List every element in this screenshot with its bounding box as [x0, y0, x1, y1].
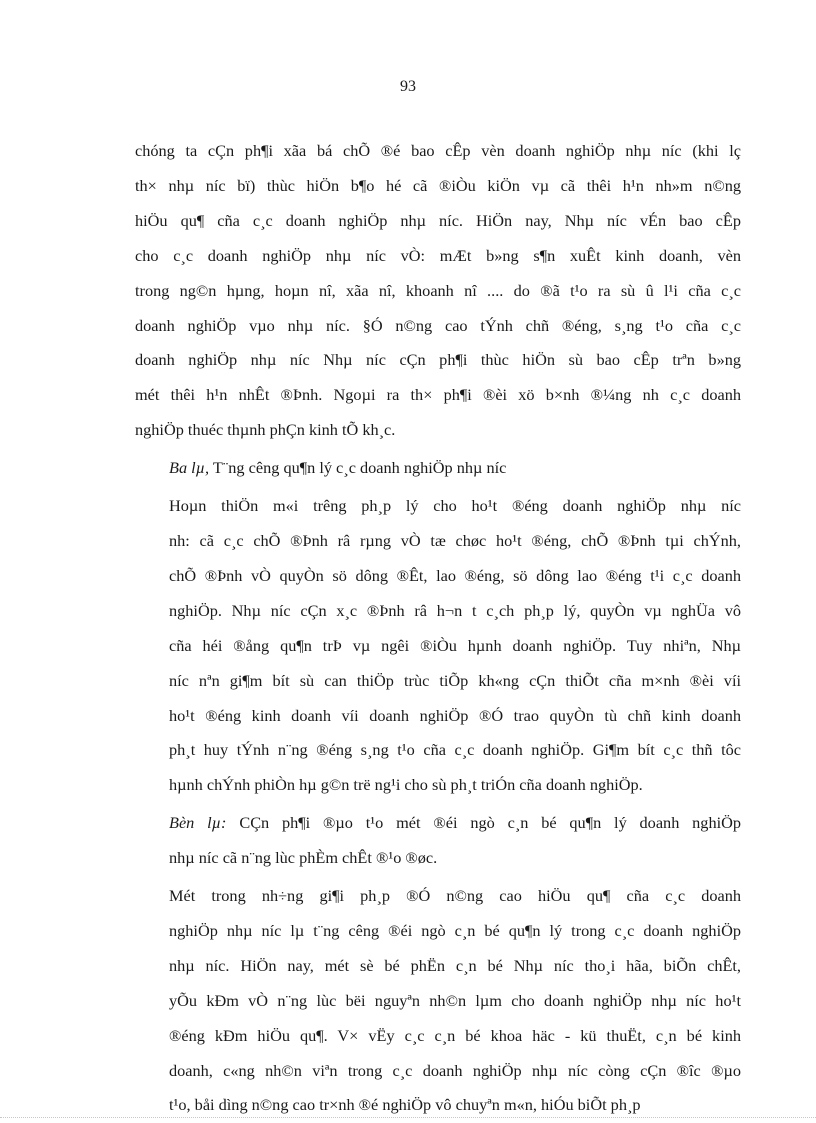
line-text: mét thêi h¹n nhÊt ®Þnh. Ngoµi ra th× ph¶i ®èi xö b×nh ®¼ng nh c¸c doanh	[135, 385, 741, 405]
text-line	[135, 733, 741, 768]
text-line	[135, 629, 741, 664]
text-line	[135, 594, 741, 629]
text-line	[135, 134, 741, 169]
line-text: cña héi ®ång qu¶n trÞ vµ ngêi ®iÒu hµnh doanh nghiÖp. Tuy nhiªn, Nhµ	[169, 635, 741, 655]
text-line	[135, 524, 741, 559]
section-lead: Bèn lµ:	[169, 813, 227, 833]
text-line	[135, 239, 741, 274]
section-lead: Ba lµ,	[169, 458, 210, 478]
line-text: nhµ níc. HiÖn nay, mét sè bé phËn c¸n bé Nhµ níc tho¸i hãa, biÕn chÊt,	[169, 955, 741, 975]
line-text: hiÖu qu¶ cña c¸c doanh nghiÖp nhµ níc. HiÖn nay, Nhµ níc vÉn bao cÊp	[135, 210, 741, 230]
line-text: nghiÖp nhµ níc lµ t¨ng cêng ®éi ngò c¸n bé qu¶n lý trong c¸c doanh nghiÖp	[169, 920, 741, 940]
line-text: trong ng©n hµng, hoµn nî, xãa nî, khoanh nî .... do ®ã t¹o ra sù û l¹i cña c¸c	[135, 280, 741, 300]
paragraph-3	[135, 489, 741, 803]
paragraph-1	[135, 134, 741, 448]
text-line	[135, 984, 741, 1019]
line-text: CÇn ph¶i ®µo t¹o mét ®éi ngò c¸n bé qu¶n lý doanh nghiÖp	[239, 813, 742, 833]
text-line	[135, 451, 741, 486]
text-line	[135, 274, 741, 309]
line-text: th× nhµ níc bï) thùc hiÖn b¶o hé cã ®iÒu kiÖn vµ cã thêi h¹n nh»m n©ng	[135, 175, 741, 195]
text-line	[135, 343, 741, 378]
text-line	[135, 699, 741, 734]
line-text: doanh nghiÖp nhµ níc Nhµ níc cÇn ph¶i thùc hiÖn sù bao cÊp trªn b»ng	[135, 350, 741, 370]
line-text: hµnh chÝnh phiÒn hµ g©n trë ng¹i cho sù ph¸t triÓn cña doanh nghiÖp.	[169, 775, 643, 795]
line-text: chÕ ®Þnh vÒ quyÒn sö dông ®Êt, lao ®éng, sö dông lao ®éng t¹i c¸c doanh	[169, 565, 741, 585]
text-line	[135, 169, 741, 204]
line-text: doanh, c«ng nh©n viªn trong c¸c doanh nghiÖp nhµ níc còng cÇn ®îc ®µo	[169, 1060, 741, 1080]
line-text: nghiÖp thuéc thµnh phÇn kinh tÕ kh¸c.	[135, 420, 396, 440]
line-text: ®éng kÐm hiÖu qu¶. V× vËy c¸c c¸n bé khoa häc - kü thuËt, c¸n bé kinh	[169, 1025, 741, 1045]
text-line	[135, 914, 741, 949]
text-line	[135, 664, 741, 699]
line-text: T¨ng cêng qu¶n lý c¸c doanh nghiÖp nhµ níc	[212, 458, 507, 478]
line-text: ph¸t huy tÝnh n¨ng ®éng s¸ng t¹o cña c¸c doanh nghiÖp. Gi¶m bít c¸c thñ tôc	[169, 740, 741, 760]
line-text: chóng ta cÇn ph¶i xãa bá chÕ ®é bao cÊp vèn doanh nghiÖp nhµ níc (khi lç	[135, 141, 741, 160]
paragraph-4-heading	[135, 806, 741, 876]
line-text: nghiÖp. Nhµ níc cÇn x¸c ®Þnh râ h¬n t c¸ch ph¸p lý, quyÒn vµ nghÜa vô	[169, 600, 741, 620]
text-line	[135, 841, 741, 876]
page-number: 93	[400, 78, 416, 95]
paragraph-5	[135, 879, 741, 1123]
text-line	[135, 768, 741, 803]
text-line	[135, 309, 741, 344]
page-bottom-border	[0, 1117, 816, 1118]
text-line	[135, 204, 741, 239]
body-text	[135, 134, 741, 1123]
line-text: doanh nghiÖp vµo nhµ níc. §Ó n©ng cao tÝnh chñ ®éng, s¸ng t¹o cña c¸c	[135, 315, 741, 335]
line-text: t¹o, båi dìng n©ng cao tr×nh ®é nghiÖp vô chuyªn m«n, hiÓu biÕt ph¸p	[169, 1095, 641, 1115]
line-text: nhµ níc cã n¨ng lùc phÈm chÊt ®¹o ®øc.	[169, 848, 438, 868]
text-line	[135, 413, 741, 448]
line-text: cho c¸c doanh nghiÖp nhµ níc vÒ: mÆt b»ng s¶n xuÊt kinh doanh, vèn	[135, 245, 741, 265]
line-text: Mét trong nh÷ng gi¶i ph¸p ®Ó n©ng cao hiÖu qu¶ cña c¸c doanh	[169, 886, 741, 906]
text-line	[135, 949, 741, 984]
text-line	[135, 559, 741, 594]
line-text: ho¹t ®éng kinh doanh víi doanh nghiÖp ®Ó trao quyÒn tù chñ kinh doanh	[169, 705, 741, 725]
paragraph-2-heading	[135, 451, 741, 486]
line-text: nh: cã c¸c chÕ ®Þnh râ rµng vÒ tæ chøc ho¹t ®éng, chÕ ®Þnh tµi chÝnh,	[169, 530, 741, 550]
line-text: níc nªn gi¶m bít sù can thiÖp trùc tiÕp kh«ng cÇn thiÕt cña m×nh ®èi víi	[169, 670, 741, 690]
text-line	[135, 378, 741, 413]
line-text: Hoµn thiÖn m«i trêng ph¸p lý cho ho¹t ®éng doanh nghiÖp nhµ níc	[169, 496, 741, 516]
text-line	[135, 879, 741, 914]
text-line	[135, 806, 741, 841]
text-line	[135, 1054, 741, 1089]
text-line	[135, 1019, 741, 1054]
line-text: yÕu kÐm vÒ n¨ng lùc bëi nguyªn nh©n lµm cho doanh nghiÖp nhµ níc ho¹t	[169, 990, 741, 1010]
text-line	[135, 489, 741, 524]
